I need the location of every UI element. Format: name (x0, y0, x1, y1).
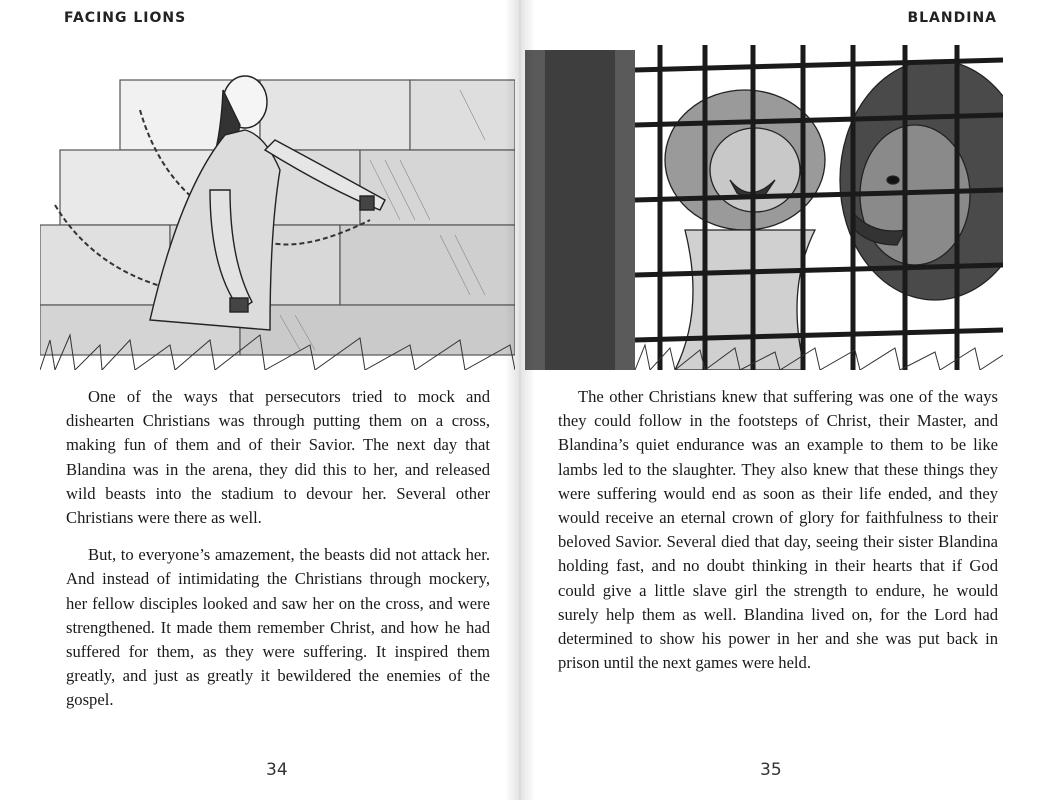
paragraph: But, to everyone’s amazement, the beasts did not attack her. And instead of intimidating the Christians through mockery, her fellow disciples looked and saw her on the cross, and were strengthened. It made them remember Christ, and how he had suffered for them, as they were suffering. It inspired them greatly, and just as greatly it bewildered the enemies of the gospel. (66, 545, 490, 710)
right-page (520, 0, 1039, 800)
paragraph: The other Christians knew that suffering was one of the ways they could follow in the footsteps of Christ, their Master, and Blandina’s quiet endurance was an example to them to be like lambs led to the slaughter. They also knew that these things they were suffering would end as soon as their life ended, and they would receive an eternal crown of glory for faithfulness to their beloved Savior. Several died that day, seeing their sister Blandina holding fast, and no doubt thinking in their hearts that if God could give a little slave girl the strength to endure, he would surely help them as well. Blandina lived on, for the Lord had determined to show his power in her and she was put back in prison until the next games were held. (558, 387, 998, 673)
girl-chained-illustration (40, 40, 515, 370)
right-page-text (558, 385, 998, 675)
running-head-left: FACING LIONS (64, 10, 187, 26)
paragraph: One of the ways that persecutors tried to mock and dishearten Christians was through putting them on a cross, making fun of them and of their Savior. The next day that Blandina was in the arena, they did this to her, and released wild beasts into the stadium to devour her. Several other Christians were there as well. (66, 387, 490, 528)
left-page-text (66, 385, 490, 713)
girl-chained-svg (40, 40, 515, 370)
lions-cage-illustration (525, 30, 1003, 370)
running-head-right: BLANDINA (907, 10, 997, 26)
page-number-left: 34 (266, 760, 288, 780)
page-number-right: 35 (760, 760, 782, 780)
lions-cage-svg (525, 30, 1003, 370)
